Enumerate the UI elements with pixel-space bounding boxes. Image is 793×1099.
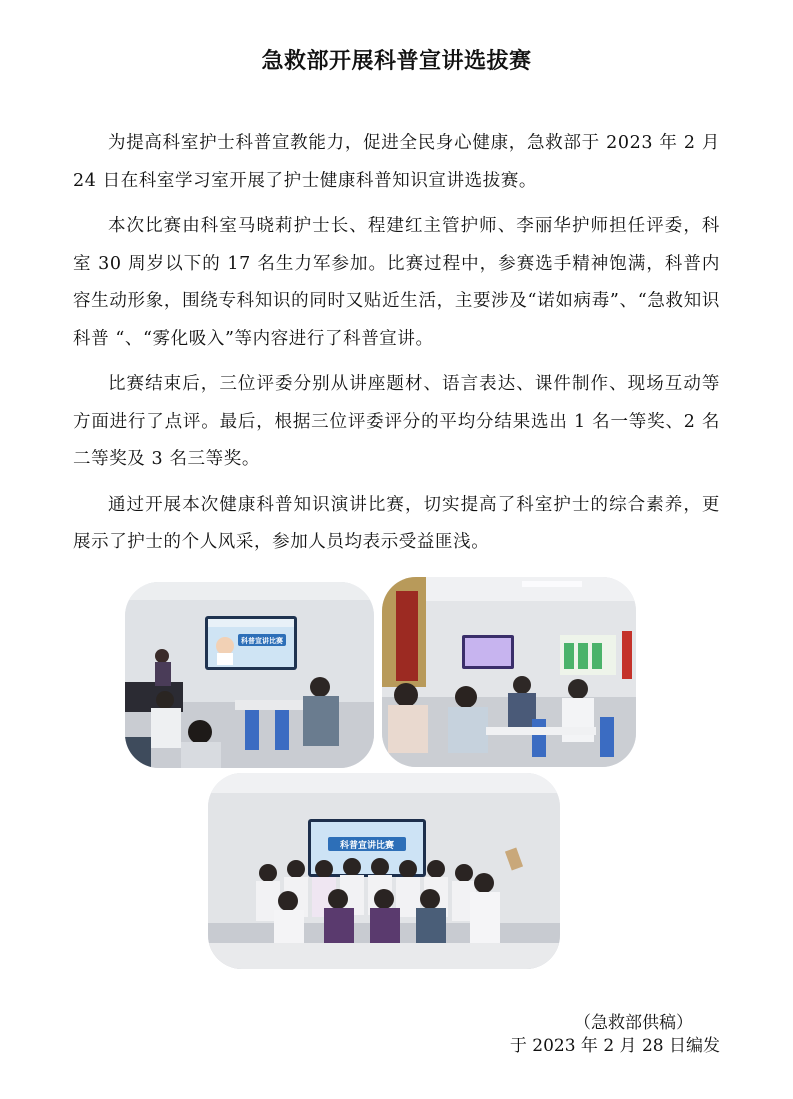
photo-classroom-side (382, 577, 636, 767)
photo-scene-2 (382, 577, 636, 767)
paragraph-2: 本次比赛由科室马晓莉护士长、程建红主管护师、李丽华护师担任评委，科室 30 周岁以下的 17 名生力军参加。比赛过程中，参赛选手精神饱满，科普内容生动形象，围绕专科知识的同时又贴近生活，主要涉及“诺如病毒”、“急救知识科普 “、“雾化吸入”等内容进行了科普宣讲。 (73, 216, 720, 349)
paragraph-4: 通过开展本次健康科普知识演讲比赛，切实提高了科室护士的综合素养，更展示了护士的个人风采，参加人员均表示受益匪浅。 (73, 494, 720, 552)
screen-caption-1: 科普宣讲比赛 (241, 637, 283, 645)
paragraph-1: 为提高科室护士科普宣教能力，促进全民身心健康，急救部于 2023 年 2 月 24 日在科室学习室开展了护士健康科普知识宣讲选拔赛。 (73, 133, 720, 191)
photo-group (208, 773, 560, 969)
article-date: 于 2023 年 2 月 28 日编发 (509, 1036, 720, 1056)
article-source: （急救部供稿） (574, 1013, 693, 1033)
photo-presentation-front (125, 582, 374, 768)
article-body (73, 125, 720, 570)
paragraph-3: 比赛结束后，三位评委分别从讲座题材、语言表达、课件制作、现场互动等方面进行了点评。最后，根据三位评委评分的平均分结果选出 1 名一等奖、2 名二等奖及 3 名三等奖。 (73, 374, 720, 469)
article-title: 急救部开展科普宣讲选拔赛 (261, 49, 532, 74)
screen-caption-3: 科普宣讲比赛 (339, 841, 395, 851)
photo-scene-1 (125, 582, 374, 768)
photo-scene-3 (208, 773, 560, 969)
